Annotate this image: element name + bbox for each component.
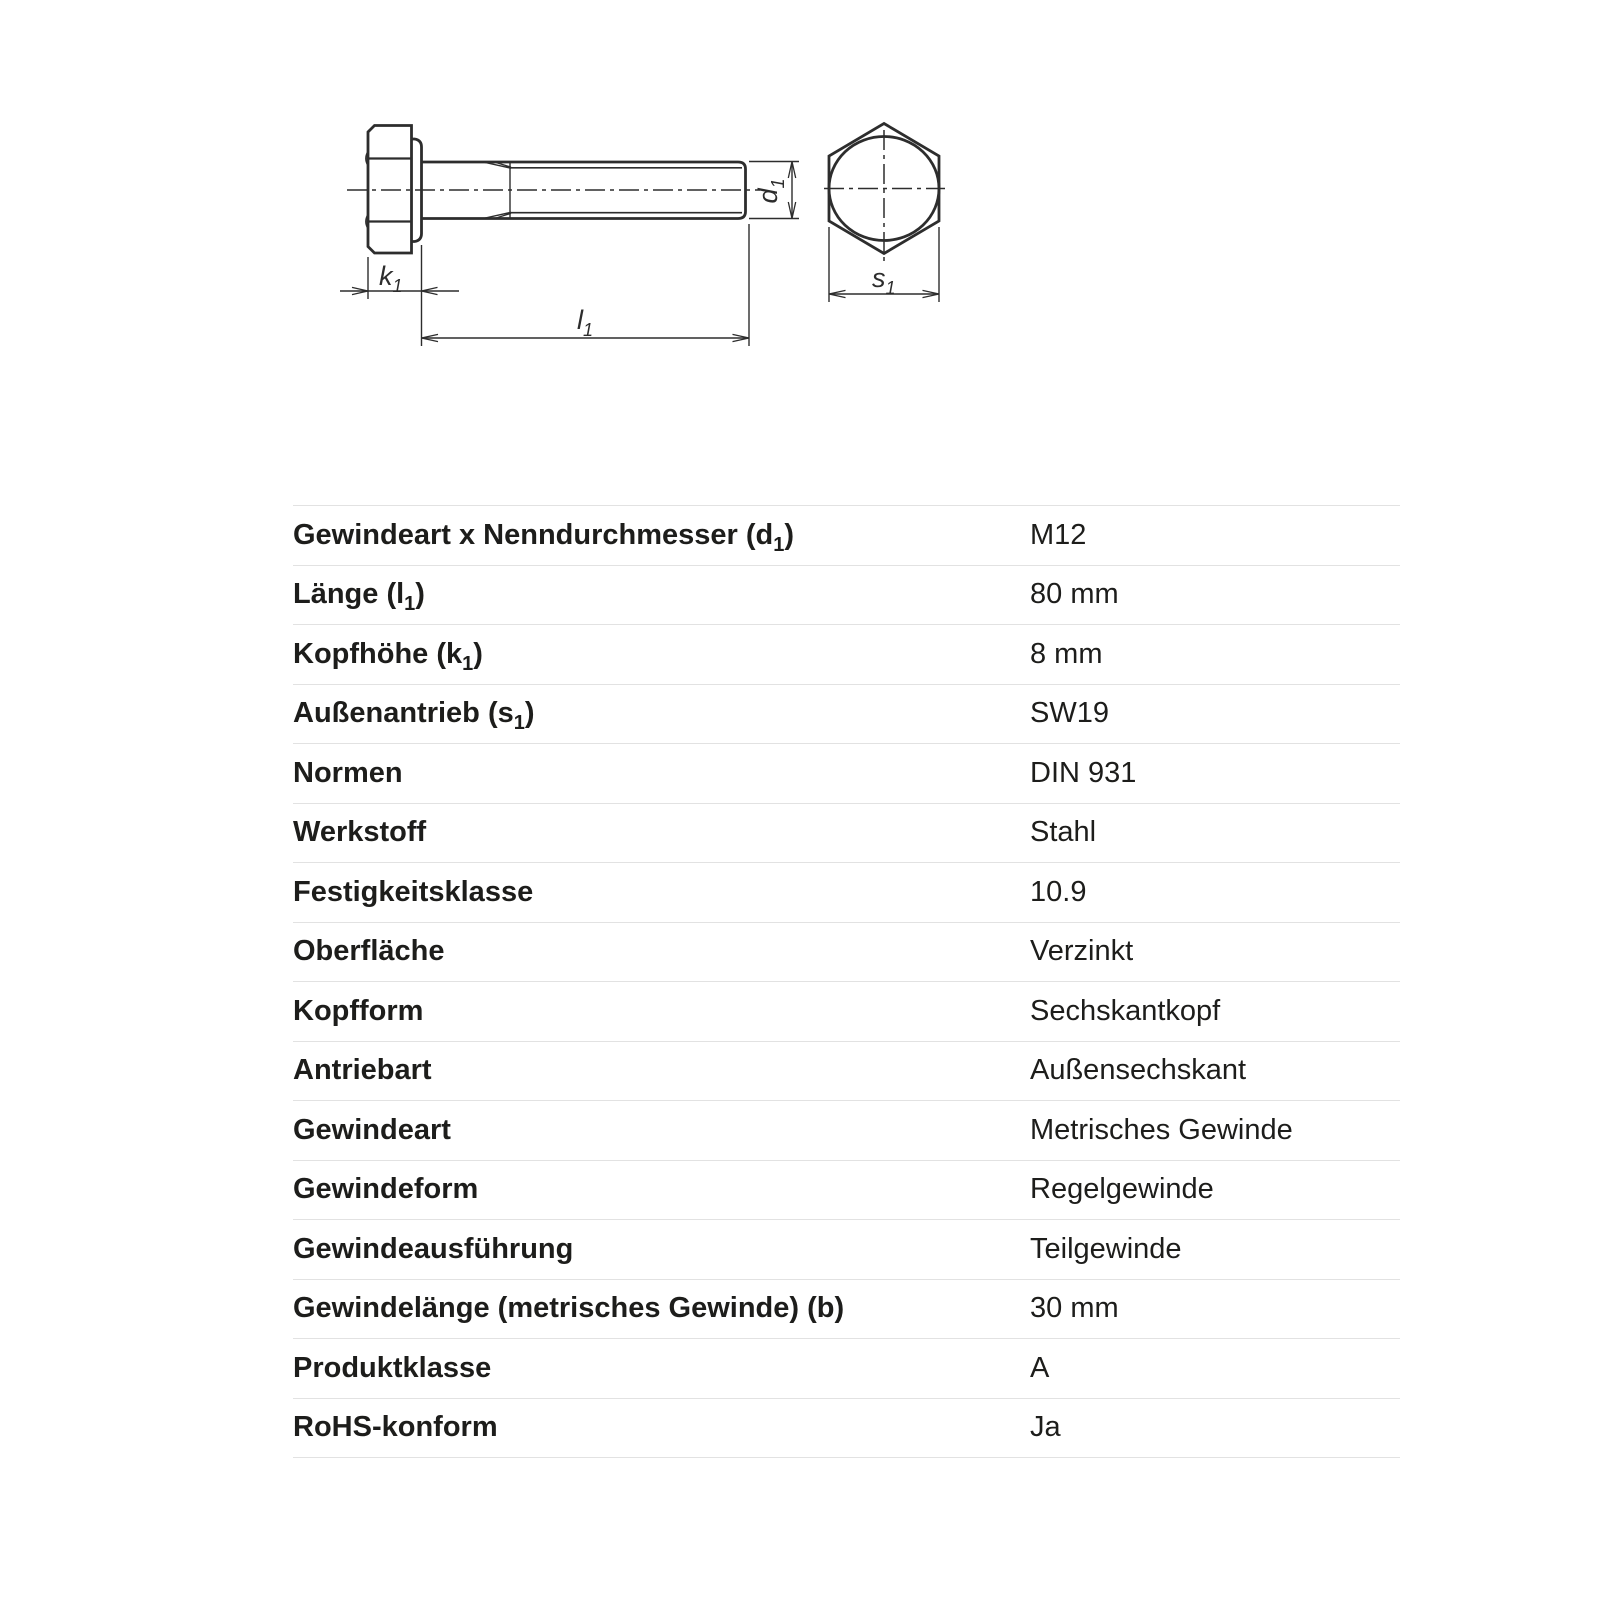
spec-value: Sechskantkopf [1030, 994, 1221, 1027]
spec-label-text: Gewindeart x Nenndurchmesser (d [293, 518, 774, 551]
spec-value: A [1030, 1351, 1050, 1384]
spec-value: Teilgewinde [1030, 1232, 1182, 1265]
spec-label-text: RoHS-konform [293, 1411, 498, 1444]
spec-label [293, 1233, 1030, 1266]
spec-label-text: Außenantrieb (s [293, 697, 514, 730]
spec-label [293, 1411, 1030, 1444]
table-row [293, 1280, 1400, 1340]
spec-label-suffix: ) [784, 518, 795, 551]
spec-value: DIN 931 [1030, 756, 1137, 789]
spec-label-subscript: 1 [513, 712, 525, 735]
spec-value: Ja [1030, 1411, 1061, 1444]
spec-label [293, 578, 1030, 616]
spec-label [293, 816, 1030, 849]
spec-label-suffix: ) [415, 578, 425, 611]
spec-value: Außensechskant [1030, 1054, 1247, 1087]
spec-label [293, 697, 1030, 735]
bolt-technical-drawing [330, 95, 960, 355]
table-row [293, 685, 1400, 745]
spec-value: SW19 [1030, 697, 1109, 730]
spec-value: 80 mm [1030, 578, 1119, 611]
spec-value: Metrisches Gewinde [1030, 1113, 1293, 1146]
table-row [293, 1101, 1400, 1161]
spec-label-text: Werkstoff [293, 816, 427, 849]
table-row [293, 923, 1400, 983]
table-row [293, 982, 1400, 1042]
spec-label-text: Antriebart [293, 1054, 432, 1087]
spec-table [293, 505, 1400, 1458]
spec-label [293, 1292, 1030, 1325]
spec-value: 8 mm [1030, 637, 1103, 670]
table-row [293, 1220, 1400, 1280]
dimension-d1 [749, 162, 799, 219]
spec-label-text: Gewindeart [293, 1113, 451, 1146]
spec-label-text: Kopfform [293, 994, 424, 1027]
spec-label [293, 1054, 1030, 1087]
s1-dimension-label: $s_1$ [872, 263, 896, 298]
spec-label-text: Produktklasse [293, 1351, 492, 1384]
table-row [293, 1042, 1400, 1102]
k1-dimension-label: $k_1$ [379, 261, 403, 296]
spec-label [293, 876, 1030, 909]
dimension-k1 [340, 245, 459, 346]
spec-label-text: Normen [293, 756, 403, 789]
spec-label [293, 995, 1030, 1028]
spec-value: 30 mm [1030, 1292, 1119, 1325]
l1-dimension-label: $l_1$ [577, 305, 594, 340]
spec-label-text: Gewindeform [293, 1173, 479, 1206]
table-row [293, 566, 1400, 626]
spec-value: Regelgewinde [1030, 1173, 1214, 1206]
spec-label-subscript: 1 [404, 593, 416, 616]
table-row [293, 1161, 1400, 1221]
table-row [293, 1339, 1400, 1399]
table-row [293, 625, 1400, 685]
spec-label [293, 1352, 1030, 1385]
spec-label [293, 757, 1030, 790]
table-row [293, 744, 1400, 804]
spec-value: Stahl [1030, 816, 1097, 849]
spec-label [293, 1114, 1030, 1147]
spec-label-subscript: 1 [773, 533, 785, 556]
spec-label-text: Gewindelänge (metrisches Gewinde) (b) [293, 1292, 845, 1325]
table-row [293, 863, 1400, 923]
spec-label-suffix: ) [524, 697, 535, 730]
spec-value: M12 [1030, 518, 1087, 551]
spec-value: 10.9 [1030, 875, 1087, 908]
spec-label-text: Kopfhöhe (k [293, 637, 463, 670]
d1-dimension-label: $d_1$ [753, 178, 788, 204]
bolt-side-view [340, 126, 799, 347]
spec-label-text: Länge (l [293, 578, 405, 611]
spec-label [293, 518, 1030, 556]
spec-label [293, 935, 1030, 968]
spec-label-text: Oberfläche [293, 935, 445, 968]
table-row [293, 804, 1400, 864]
spec-label [293, 1173, 1030, 1206]
spec-label-suffix: ) [473, 637, 483, 670]
bolt-front-view [824, 124, 945, 303]
table-row [293, 506, 1400, 566]
dimension-l1 [422, 224, 750, 346]
spec-label-text: Gewindeausführung [293, 1232, 574, 1265]
spec-label-text: Festigkeitsklasse [293, 875, 534, 908]
spec-value: Verzinkt [1030, 935, 1134, 968]
spec-label-subscript: 1 [462, 652, 474, 675]
spec-label [293, 637, 1030, 675]
table-row [293, 1399, 1400, 1459]
